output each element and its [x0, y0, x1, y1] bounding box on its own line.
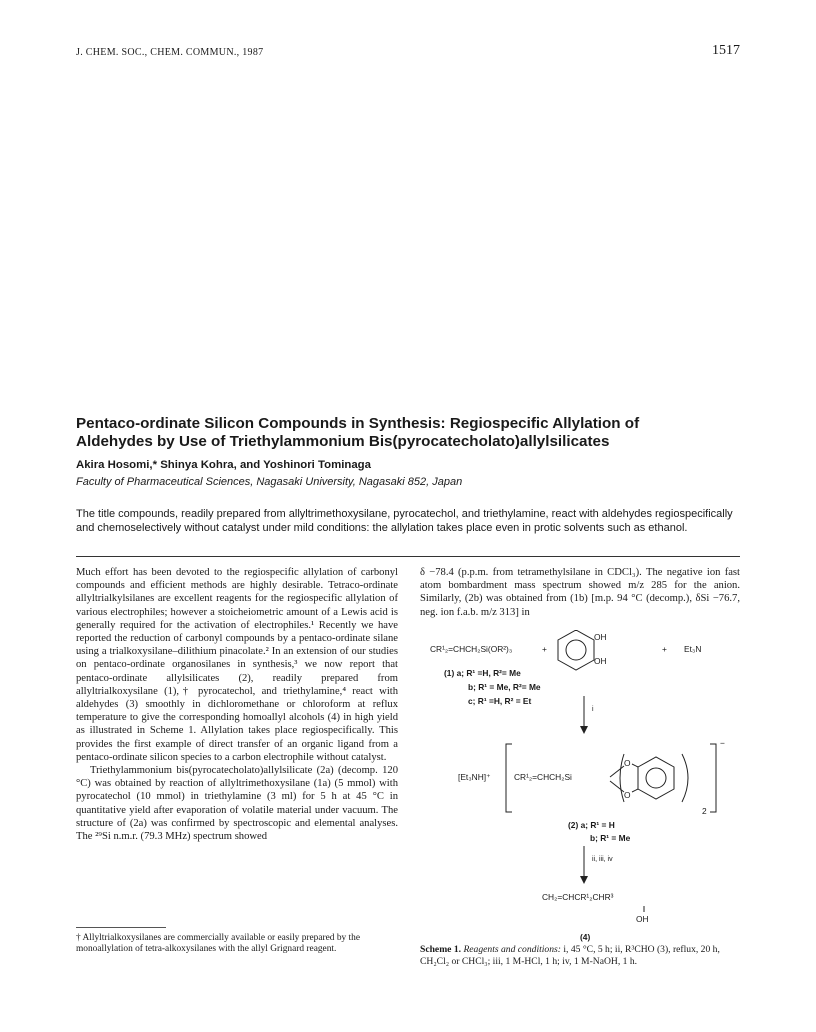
- product-label: (4): [580, 932, 591, 942]
- hydroxyl-label: OH: [594, 656, 607, 666]
- oxygen-label: O: [624, 790, 631, 800]
- left-column: [76, 566, 398, 843]
- article-authors: Akira Hosomi,* Shinya Kohra, and Yoshinori Tominaga: [76, 459, 371, 471]
- bracket-left: [506, 744, 512, 812]
- si-o-bond: [610, 766, 624, 777]
- abstract-divider: [76, 556, 740, 557]
- body-paragraph: δ −78.4 (p.p.m. from tetramethylsilane in CDCl₃). The negative ion fast atom bombardment mass spectrum showed m/z 285 for the anion. Similarly, (2b) was obtained from (1b) [m.p. 94 °C (decomp.), δSi −76.7, neg. ion f.a.b. m/z 313] in: [420, 567, 740, 618]
- charge-minus: −: [720, 738, 725, 748]
- compound-2b: b; R¹ = Me: [590, 833, 631, 843]
- fused-benzene-ring: [638, 757, 674, 799]
- footnote: † Allyltrialkoxysilanes are commercially available or easily prepared by the monoallylation of tetra-alkoxysilanes with the allyl Grignard reagent.: [76, 933, 361, 954]
- ring-o-bond: [632, 789, 638, 792]
- bracket-right: [710, 744, 716, 812]
- scheme-caption-conditions: Reagents and conditions:: [463, 944, 561, 955]
- si-o-bond: [610, 781, 624, 792]
- article-affiliation: Faculty of Pharmaceutical Sciences, Nagasaki University, Nagasaki 852, Japan: [76, 476, 463, 488]
- footnote-divider: [76, 927, 166, 928]
- journal-header: J. CHEM. SOC., CHEM. COMMUN., 1987: [76, 47, 264, 58]
- arrow-head: [580, 876, 588, 884]
- body-paragraph: Triethylammonium bis(pyrocatecholato)allylsilicate (2a) (decomp. 120 °C) was obtained by reaction of allyltrimethoxysilane (1a) (5 mmol) with pyrocatechol (10 mmol) in triethylamine (3 ml) for 5 h at 45 °C in quantitative yield after evaporation of volatile material under vacuum. The structure of (2a) was confirmed by spectroscopic and elemental analyses. The ²⁹Si n.m.r. (79.3 MHz) spectrum showed: [76, 765, 398, 843]
- compound-1c: c; R¹ =H, R² = Et: [468, 696, 532, 706]
- compound-1b: b; R¹ = Me, R²= Me: [468, 682, 541, 692]
- compound-2-label: (2) a; R¹ = H: [568, 820, 615, 830]
- arrow-head: [580, 726, 588, 734]
- plus-sign: +: [542, 644, 547, 654]
- article-abstract: The title compounds, readily prepared from allyltrimethoxysilane, pyrocatechol, and triethylamine, react with aldehydes regiospecifically and chemoselectively without catalyst under mild conditions: the allylation takes place even in protic solvents such as ethanol.: [76, 508, 733, 534]
- article-title: Pentaco-ordinate Silicon Compounds in Synthesis: Regiospecific Allylation of Aldehydes by Use of Triethylammonium Bis(pyrocatecholato)allylsilicates: [76, 415, 640, 450]
- plus-sign: +: [662, 644, 667, 654]
- benzene-ring: [558, 630, 594, 670]
- aromatic-circle: [566, 640, 586, 660]
- step-i: i: [592, 706, 594, 713]
- reactant-formula: CR¹₂=CHCH₂Si(OR²)₃: [430, 644, 513, 654]
- scheme-caption: [420, 944, 742, 968]
- triethylamine: Et₃N: [684, 644, 702, 654]
- product-hydroxyl: OH: [636, 914, 649, 924]
- scheme-caption-label: Scheme 1.: [420, 944, 462, 955]
- cation: [Et₃NH]⁺: [458, 772, 491, 782]
- body-paragraph: Much effort has been devoted to the regiospecific allylation of carbonyl compounds and efficient methods are highly desirable. Tetraco-ordinate allyltrialkylsilanes are excellent reagents for the regiospecific allylation of various electrophiles; however a stoicheiometric amount of a Lewis acid is generally required for the activation of electrophiles.¹ Recently we have reported the reduction of carbonyl compounds by a pentaco-ordinate silane using a trialkoxysilane–dilithium pinacolate.² In an extension of our studies on pentaco-ordinate organosilanes in synthesis,³ we now report that pentaco-ordinate allylsilicates (2), readily prepared from allyltrialkoxysilane (1),† pyrocatechol, and triethylamine,⁴ react with aldehydes (3) smoothly in dichloromethane or chloroform at reflux temperature to give the corresponding homoallyl alcohols (4) in high yield as illustrated in Scheme 1. Allylation takes place regiospecifically. This provides the first example of direct transfer of an organic ligand from a pentaco-ordinate silicon species to a carbon electrophile without catalyst.: [76, 567, 398, 763]
- paren-right: [682, 754, 688, 802]
- hydroxyl-label: OH: [594, 632, 607, 642]
- oxygen-label: O: [624, 758, 631, 768]
- silicate-chain: CR¹₂=CHCH₂Si: [514, 772, 572, 782]
- right-column: [420, 566, 740, 619]
- ring-o-bond: [632, 764, 638, 767]
- subscript-two: 2: [702, 806, 707, 816]
- scheme-1: [420, 630, 740, 930]
- page-number: 1517: [712, 43, 740, 58]
- compound-1-label: (1) a; R¹ =H, R²= Me: [444, 668, 521, 678]
- step-ii-iv: ii, iii, iv: [592, 856, 613, 863]
- download-stamp[interactable]: [2, 150, 16, 650]
- product-formula: CH₂=CHCR¹₂CHR³: [542, 892, 614, 902]
- aromatic-circle: [646, 768, 666, 788]
- scheme-caption-text: i, 45 °C, 5 h; ii, R³CHO (3), reflux, 20 h, CH₂Cl₂ or CHCl₃; iii, 1 M-HCl, 1 h; iv, 1 M-NaOH, 1 h.: [420, 944, 720, 967]
